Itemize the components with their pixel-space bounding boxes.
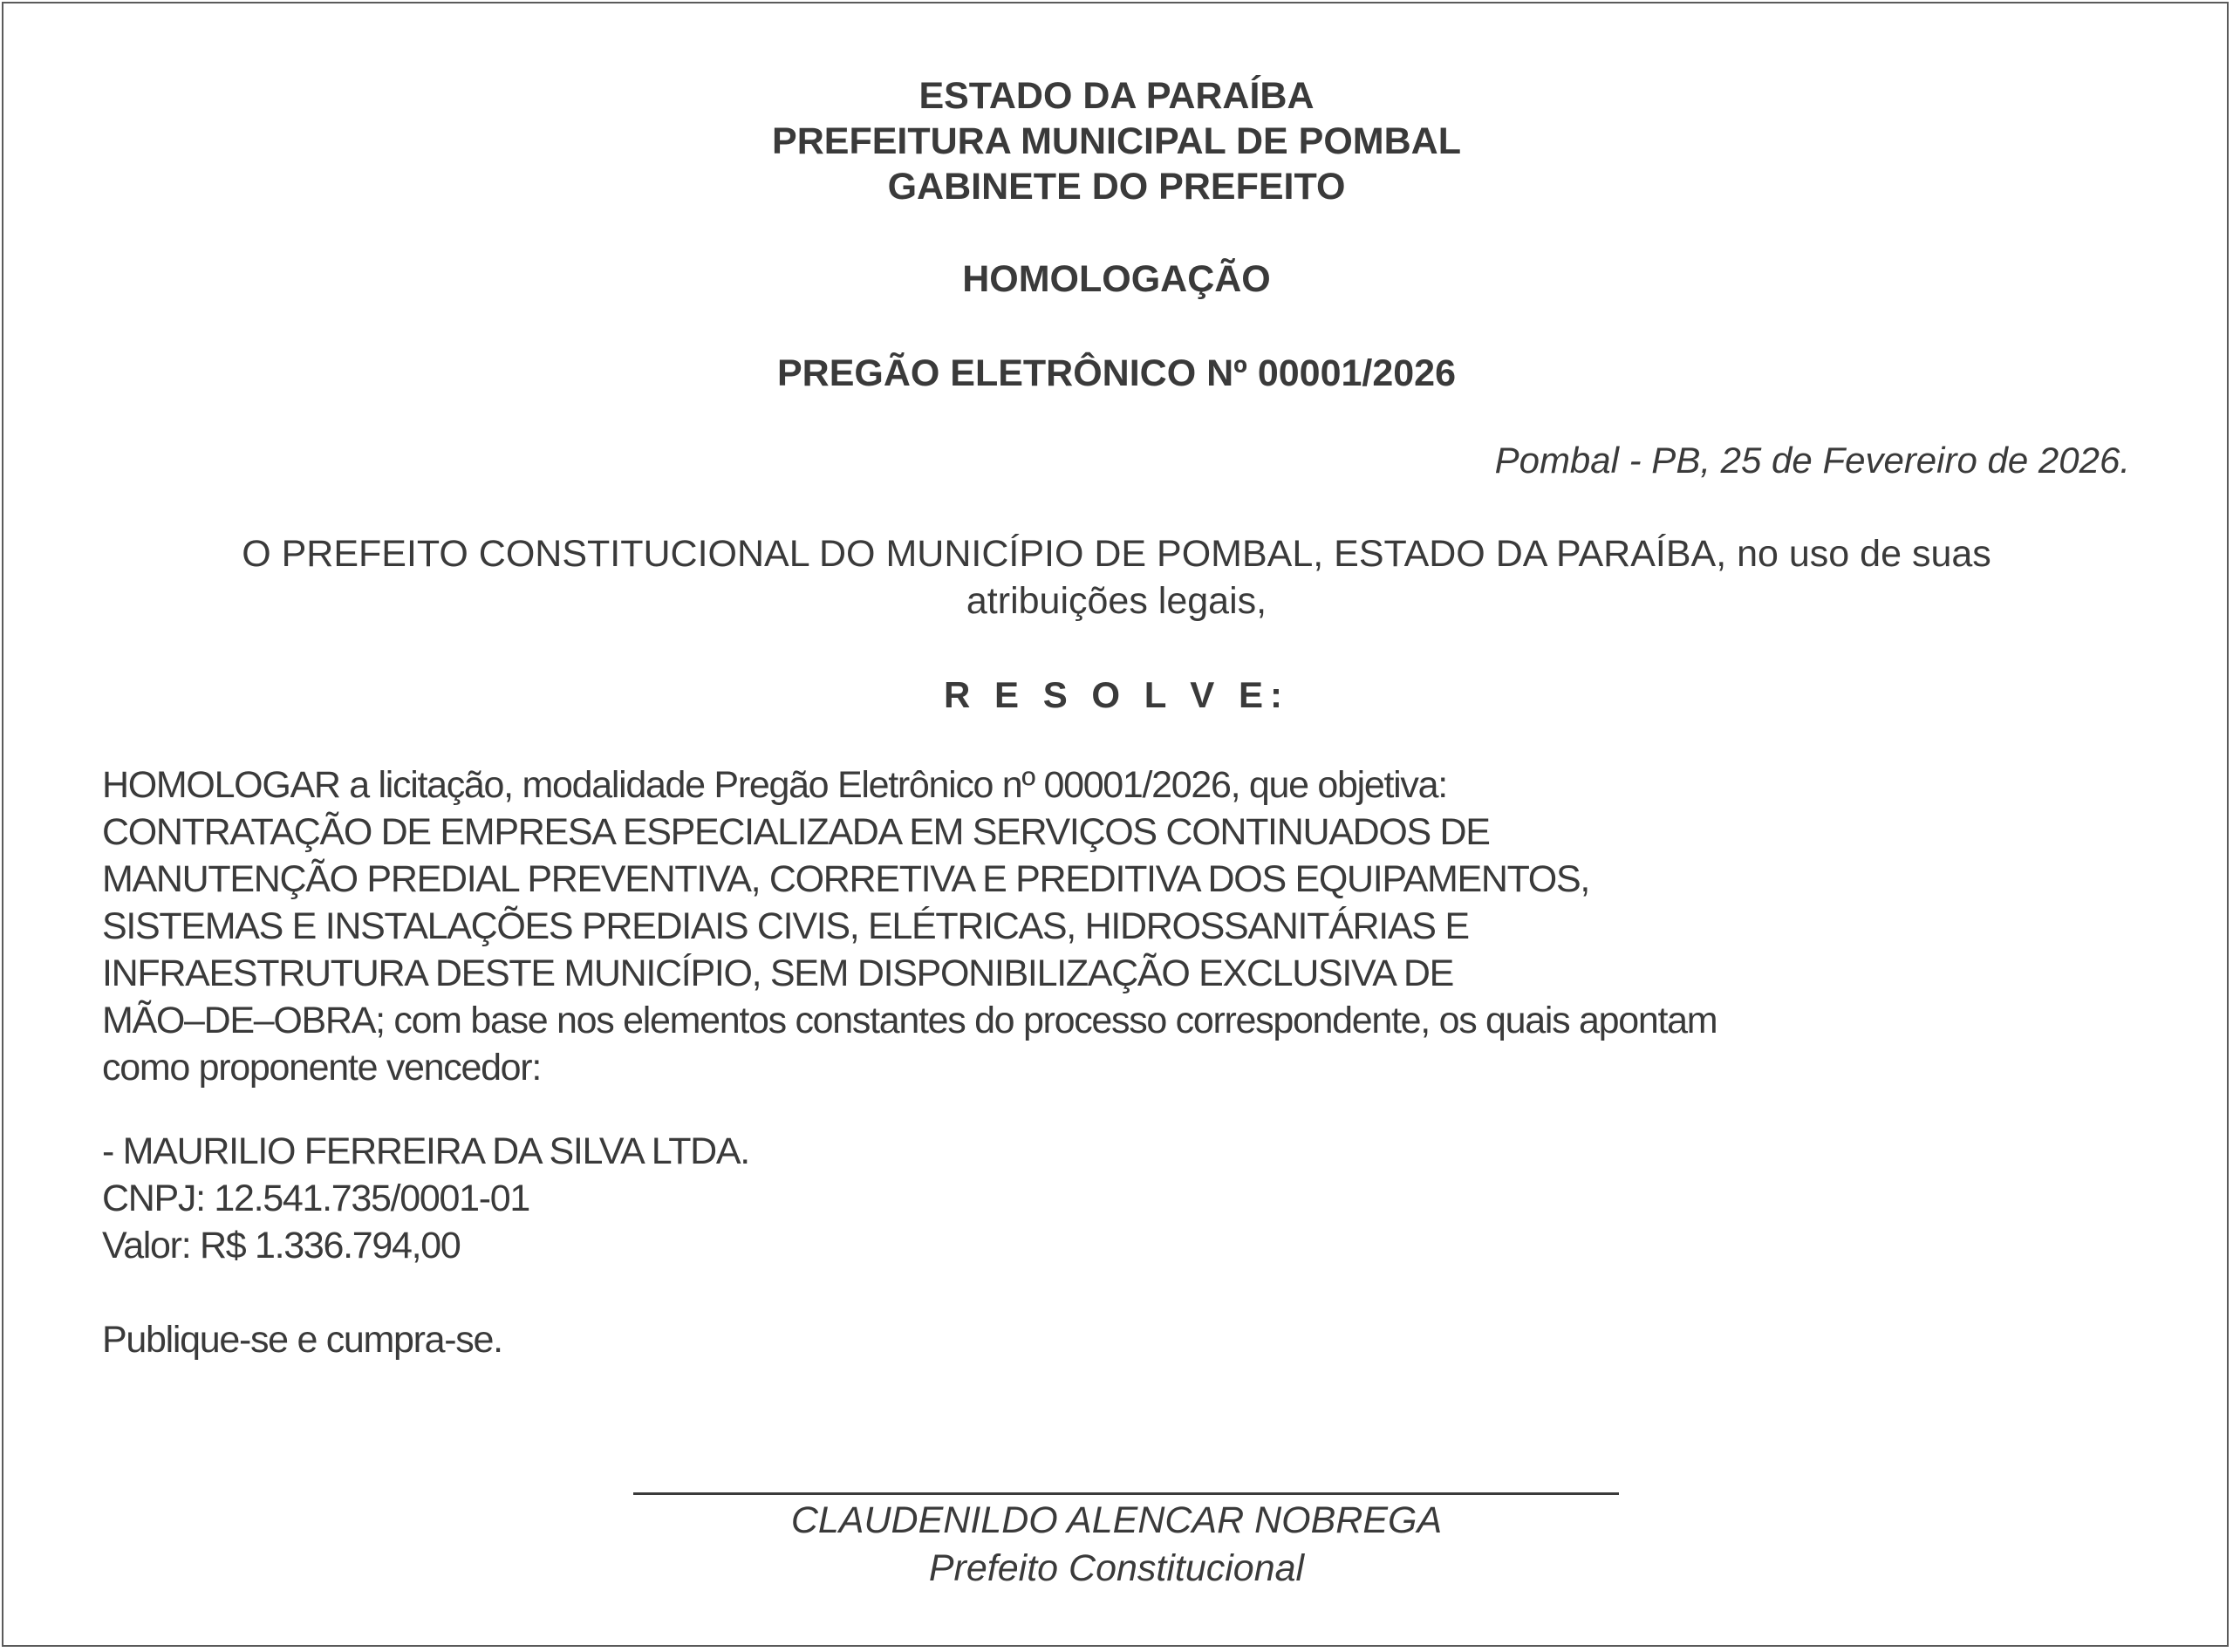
closing-text: Publique-se e cumpra-se. (102, 1319, 502, 1361)
winner-cnpj: CNPJ: 12.541.735/0001-01 (102, 1178, 529, 1219)
winner-block (102, 1128, 749, 1269)
intro-line: atribuições legais, (966, 580, 1267, 622)
resolve-heading: R E S O L V E: (944, 674, 1289, 715)
homologation-paragraph (102, 761, 1717, 1091)
intro-line: O PREFEITO CONSTITUCIONAL DO MUNICÍPIO DE POMBAL, ESTADO DA PARAÍBA, no uso de suas (242, 533, 1991, 575)
state-name: ESTADO DA PARAÍBA (918, 75, 1315, 117)
place-date: Pombal - PB, 25 de Fevereiro de 2026. (1494, 440, 2130, 481)
process-number: PREGÃO ELETRÔNICO Nº 00001/2026 (776, 352, 1457, 394)
winner-name: - MAURILIO FERREIRA DA SILVA LTDA. (102, 1130, 749, 1172)
paragraph-line: MANUTENÇÃO PREDIAL PREVENTIVA, CORRETIVA E PREDITIVA DOS EQUIPAMENTOS, (102, 858, 1589, 900)
winner-value: Valor: R$ 1.336.794,00 (102, 1225, 461, 1266)
paragraph-line: como proponente vencedor: (102, 1047, 541, 1089)
signature-line (633, 1492, 1619, 1495)
prefecture-name: PREFEITURA MUNICIPAL DE POMBAL (772, 120, 1461, 162)
signatory-name: CLAUDENILDO ALENCAR NOBREGA (790, 1499, 1443, 1541)
paragraph-line: CONTRATAÇÃO DE EMPRESA ESPECIALIZADA EM SERVIÇOS CONTINUADOS DE (102, 811, 1490, 853)
paragraph-line: SISTEMAS E INSTALAÇÕES PREDIAIS CIVIS, ELÉTRICAS, HIDROSSANITÁRIAS E (102, 905, 1469, 947)
paragraph-line: HOMOLOGAR a licitação, modalidade Pregão Eletrônico nº 00001/2026, que objetiva: (102, 764, 1447, 806)
signatory-role: Prefeito Constitucional (928, 1547, 1305, 1589)
document-title: HOMOLOGAÇÃO (962, 258, 1271, 300)
intro-paragraph (131, 530, 2102, 625)
paragraph-line: INFRAESTRUTURA DESTE MUNICÍPIO, SEM DISPONIBILIZAÇÃO EXCLUSIVA DE (102, 952, 1453, 994)
office-name: GABINETE DO PREFEITO (887, 166, 1346, 208)
letterhead (0, 73, 2233, 209)
paragraph-line: MÃO–DE–OBRA; com base nos elementos constantes do processo correspondente, os quais apontam (102, 1000, 1717, 1041)
